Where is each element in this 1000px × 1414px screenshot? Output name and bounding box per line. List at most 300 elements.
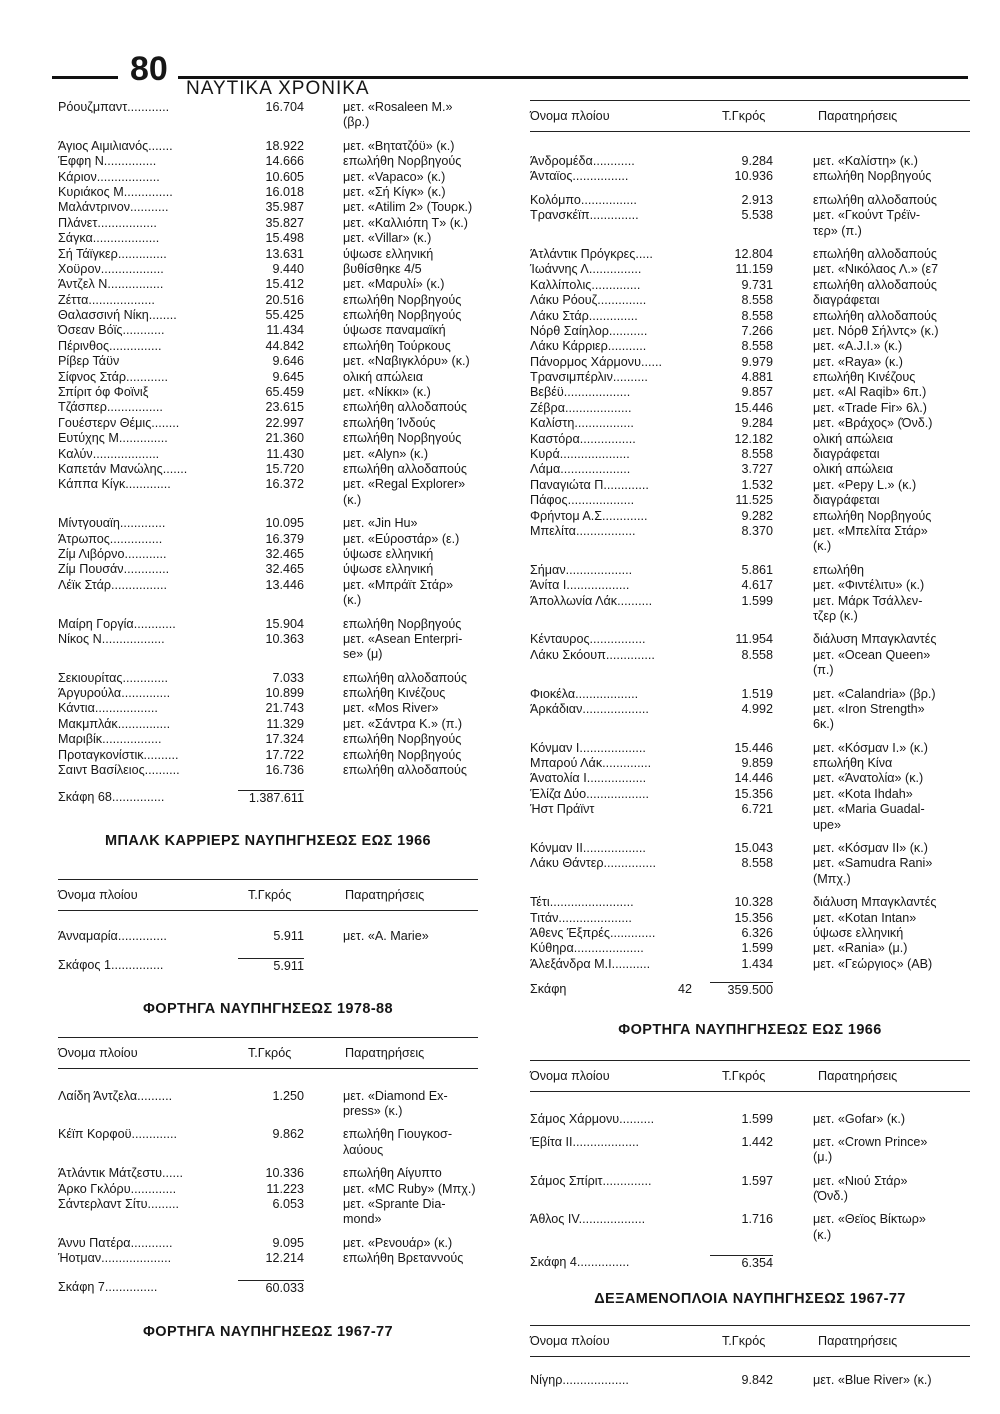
table-row: [530, 741, 970, 756]
ship-name: Τρανσκέϊπ..............: [530, 208, 639, 223]
remark: τζερ (κ.): [813, 608, 858, 623]
table-row: [530, 355, 970, 370]
remark: (Μπχ.): [813, 871, 851, 886]
ship-name: Λάκυ Στάρ..............: [530, 308, 638, 323]
gross-tonnage: 1.532: [741, 477, 773, 492]
gross-tonnage: 35.987: [265, 200, 304, 215]
remark: μετ. «Ocean Queen»: [813, 647, 931, 662]
left-ship-list: [58, 100, 478, 778]
table-row: [530, 432, 970, 447]
table-row-continuation: [530, 1150, 970, 1165]
table-row: [530, 1373, 970, 1388]
gross-tonnage: 1.599: [741, 593, 773, 608]
remark: μετ. «Μπελίτα Στάρ»: [813, 523, 928, 538]
remark: επωλήθη Τούρκους: [343, 338, 451, 353]
remark: μετ. «Jin Hu»: [343, 516, 418, 531]
gross-tonnage: 11.430: [266, 446, 304, 461]
gross-tonnage: 9.979: [741, 354, 773, 369]
ship-name: Σάγκα...................: [58, 231, 160, 246]
ship-name: Άνατολία Ι.................: [530, 771, 647, 786]
ship-name: Σεκιουρίτας.............: [58, 670, 168, 685]
table-row: [58, 354, 478, 369]
ship-name: Άτρωπος...............: [58, 531, 163, 546]
table-row: [58, 1089, 478, 1104]
ship-name: Ήοτμαν....................: [58, 1251, 172, 1266]
gross-tonnage: 11.434: [266, 323, 304, 338]
col-header-remarks: Παρατηρήσεις: [818, 1068, 898, 1083]
remark: ολική απώλεια: [343, 369, 424, 384]
remark: μετ. «Samudra Rani»: [813, 856, 933, 871]
gross-tonnage: 8.558: [741, 339, 773, 354]
ship-name: Πλάνετ.................: [58, 215, 157, 230]
gross-tonnage: 8.558: [741, 647, 773, 662]
gross-tonnage: 32.465: [265, 546, 304, 561]
publication-title: ΝΑΥΤΙΚΑ ΧΡΟΝΙΚΑ: [186, 78, 370, 99]
remark: επωλήθη Νορβηγούς: [343, 616, 462, 631]
table-row: [58, 686, 478, 701]
gross-tonnage: 8.558: [741, 293, 773, 308]
gross-tonnage: 9.646: [272, 354, 304, 369]
remark: μετ. «Νίκκι» (κ.): [343, 385, 431, 400]
col-header-tonnage: Τ.Γκρός: [722, 1333, 766, 1348]
gross-tonnage: 16.372: [265, 477, 304, 492]
gross-tonnage: 1.519: [741, 686, 773, 701]
gross-tonnage: 21.360: [265, 431, 304, 446]
table-header: [530, 1325, 970, 1357]
table-row: [58, 701, 478, 716]
left-column: [58, 100, 478, 1340]
cargo-to-1966-list: [530, 1112, 970, 1244]
remark: μετ. «Θεϊος Βίκτωρ»: [813, 1212, 926, 1227]
remark: μετ. «Νικόλαος Λ.» (ε7: [813, 262, 939, 277]
ship-name: Όσεαν Βόϊς............: [58, 323, 165, 338]
col-header-remarks: Παρατηρήσεις: [345, 887, 425, 902]
remark: μετ. «Γκούντ Τρέϊν-: [813, 208, 921, 223]
cargo-1978-88-total: [58, 1280, 478, 1295]
ship-name: Κυριάκος Μ..............: [58, 184, 173, 199]
ship-name: Άτλάντικ Μάτζεστυ......: [58, 1166, 183, 1181]
table-row: [530, 771, 970, 786]
table-row: [58, 447, 478, 462]
table-row: [530, 578, 970, 593]
table-row: [58, 431, 478, 446]
gross-tonnage: 6.053: [272, 1196, 304, 1211]
table-row-continuation: [530, 1189, 970, 1204]
table-row: [530, 802, 970, 817]
table-row: [58, 671, 478, 686]
ship-name: Σάντερλαντ Σίτυ.........: [58, 1196, 179, 1211]
remark: μετ. «Μαρυλί» (κ.): [343, 277, 445, 292]
ship-name: Καστόρα................: [530, 431, 636, 446]
remark: μετ. «Regal Explorer»: [343, 477, 466, 492]
ship-name: Πέρινθος...............: [58, 338, 162, 353]
gross-tonnage: 65.459: [265, 385, 304, 400]
gross-tonnage: 7.266: [741, 323, 773, 338]
table-row: [530, 339, 970, 354]
table-header: [530, 100, 970, 132]
table-row-continuation: [58, 647, 478, 662]
col-header-remarks: Παρατηρήσεις: [345, 1045, 425, 1060]
gross-tonnage: 10.095: [265, 516, 304, 531]
gross-tonnage: 10.936: [734, 169, 773, 184]
ship-name: Άνδρομέδα............: [530, 154, 635, 168]
remark: μετ. «Ναβιγκλόρυ» (κ.): [343, 354, 470, 369]
remark: επωλήθη αλλοδαπούς: [343, 763, 467, 778]
col-header-tonnage: Τ.Γκρός: [722, 109, 766, 123]
total-label: Σκάφος 1...............: [58, 958, 164, 973]
table-row: [58, 100, 478, 115]
gross-tonnage: 4.881: [741, 370, 773, 385]
ship-name: Παναγιώτα Π.............: [530, 477, 649, 492]
ship-name: Άγιος Αιμιλιανός.......: [58, 138, 173, 153]
gross-tonnage: 11.525: [735, 493, 773, 508]
gross-tonnage: 15.412: [265, 277, 304, 292]
remark: (μ.): [813, 1150, 833, 1165]
table-row: [530, 262, 970, 277]
gross-tonnage: 23.615: [265, 400, 304, 415]
gross-tonnage: 2.913: [741, 192, 773, 207]
ship-name: Λάκυ Κάρριερ...........: [530, 339, 647, 354]
table-row: [530, 385, 970, 400]
table-row: [530, 702, 970, 717]
table-row-continuation: [58, 493, 478, 508]
table-row-continuation: [530, 1228, 970, 1243]
gross-tonnage: 9.842: [741, 1372, 773, 1387]
remark: μετ. «Νιού Στάρ»: [813, 1173, 908, 1188]
ship-name: Άτλάντικ Πρόγκρες.....: [530, 246, 653, 261]
table-row-continuation: [58, 1212, 478, 1227]
gross-tonnage: 8.370: [741, 523, 773, 538]
table-row: [530, 370, 970, 385]
table-row: [58, 547, 478, 562]
remark: press» (κ.): [343, 1103, 403, 1118]
gross-tonnage: 13.631: [265, 246, 304, 261]
table-row: [58, 532, 478, 547]
gross-tonnage: 4.617: [741, 578, 773, 593]
remark: επωλήθη: [813, 562, 865, 577]
remark: μετ. «Καλίστη» (κ.): [813, 154, 918, 168]
remark: (κ.): [343, 593, 362, 608]
remark: επωλήθη Νορβηγούς: [343, 292, 462, 307]
gross-tonnage: 9.862: [272, 1127, 304, 1142]
ship-name: Σάμος Χάρμονυ..........: [530, 1111, 655, 1126]
remark: (π.): [813, 663, 834, 678]
ship-name: Σαιντ Βασίλειος..........: [58, 763, 180, 778]
gross-tonnage: 18.922: [265, 138, 304, 153]
bulk-total: [58, 958, 478, 973]
gross-tonnage: 9.282: [741, 508, 773, 523]
ship-name: Καλλίπολις..............: [530, 277, 641, 292]
remark: ύψωσε ελληνική: [813, 925, 904, 940]
total-tonnage: 60.033: [238, 1280, 304, 1296]
ship-name: Καπετάν Μανώλης.......: [58, 461, 188, 476]
gross-tonnage: 10.336: [265, 1166, 304, 1181]
table-row: [530, 957, 970, 972]
ship-name: Κέϊπ Κορφοϋ.............: [58, 1127, 177, 1142]
ship-name: Τέτι........................: [530, 895, 634, 910]
remark: επωλήθη αλλοδαπούς: [343, 461, 467, 476]
table-row: [58, 732, 478, 747]
ship-name: Νόρθ Σαίηλορ...........: [530, 323, 648, 338]
remark: μετ. «Σάντρα Κ.» (π.): [343, 716, 463, 731]
table-row-continuation: [58, 1104, 478, 1119]
gross-tonnage: 1.442: [741, 1134, 773, 1149]
col-header-tonnage: Τ.Γκρός: [248, 887, 292, 902]
ship-name: Άργυρούλα..............: [58, 686, 171, 701]
total-tonnage: 1.387.611: [238, 790, 304, 806]
gross-tonnage: 9.284: [741, 416, 773, 431]
table-row: [530, 462, 970, 477]
remark: βυθίσθηκε 4/5: [343, 261, 422, 276]
ship-name: Άλεξάνδρα Μ.Ι...........: [530, 956, 651, 971]
table-row-continuation: [530, 663, 970, 678]
ship-name: Άθενς Έξπρές.............: [530, 925, 656, 940]
gross-tonnage: 15.446: [734, 740, 773, 755]
remark: ύψωσε ελληνική: [343, 562, 434, 577]
ship-name: Μακμπλάκ...............: [58, 716, 171, 731]
ship-name: Κόνμαν Ι...................: [530, 740, 646, 755]
gross-tonnage: 1.716: [741, 1212, 773, 1227]
gross-tonnage: 14.666: [265, 154, 304, 169]
total-label: Σκάφη: [530, 982, 567, 997]
table-row: [530, 856, 970, 871]
ship-name: Πάφος...................: [530, 493, 635, 508]
ship-name: Ζέττα...................: [58, 292, 155, 307]
gross-tonnage: 14.446: [734, 771, 773, 786]
remark: μετ. Νόρθ Σήλντς» (κ.): [813, 323, 939, 338]
total-label: Σκάφη 68...............: [58, 790, 165, 805]
ship-name: Θαλασσινή Νίκη........: [58, 308, 177, 323]
ship-name: Ρόουζμπαντ............: [58, 100, 170, 114]
gross-tonnage: 11.954: [735, 632, 773, 647]
remark: ολική απώλεια: [813, 431, 894, 446]
table-row: [58, 185, 478, 200]
ship-name: Ίωάννης Λ...............: [530, 262, 642, 277]
table-row: [530, 787, 970, 802]
remark: μετ. «Κόσμαν Ι.» (κ.): [813, 740, 928, 755]
ship-name: Βεβέϋ...................: [530, 385, 631, 400]
table-row-continuation: [58, 115, 478, 130]
remark: επωλήθη αλλοδαπούς: [813, 192, 937, 207]
table-row: [58, 748, 478, 763]
total-count: 42: [678, 982, 693, 997]
table-row: [58, 763, 478, 778]
ship-name: Ήστ Πράϊντ: [530, 802, 595, 817]
gross-tonnage: 9.284: [741, 154, 773, 168]
ship-name: Άνναμαρία..............: [58, 928, 167, 943]
total-tonnage: 359.500: [710, 982, 773, 998]
table-header: [530, 1060, 970, 1092]
remark: μετ. «Γεώργιος» (ΑΒ): [813, 956, 933, 971]
remark: μετ. «MC Ruby» (Μπχ.): [343, 1181, 476, 1196]
ship-name: Φιοκέλα..................: [530, 686, 639, 701]
gross-tonnage: 12.182: [734, 431, 773, 446]
gross-tonnage: 1.250: [272, 1088, 304, 1103]
remark: επωλήθη Ίνδούς: [343, 415, 436, 430]
remark: μετ. «Atilim 2» (Τουρκ.): [343, 200, 473, 215]
table-row: [530, 841, 970, 856]
gross-tonnage: 21.743: [265, 701, 304, 716]
ship-name: Προταγκονίστικ..........: [58, 747, 179, 762]
table-row: [530, 756, 970, 771]
section-title-cargo-1967-77: ΦΟΡΤΗΓΑ ΝΑΥΠΗΓΗΣΕΩΣ 1967-77: [143, 1323, 393, 1340]
remark: επωλήθη αλλοδαπούς: [813, 246, 937, 261]
ship-name: Χοϋρον..................: [58, 261, 164, 276]
remark: μετ. «Blue River» (κ.): [813, 1372, 932, 1387]
remark: μετ. «Βητατζόϋ» (κ.): [343, 138, 455, 153]
gross-tonnage: 3.727: [741, 462, 773, 477]
remark: επωλήθη Γιουγκοσ-: [343, 1127, 453, 1142]
gross-tonnage: 16.379: [265, 531, 304, 546]
table-row: [530, 278, 970, 293]
gross-tonnage: 15.720: [265, 461, 304, 476]
col-header-remarks: Παρατηρήσεις: [818, 1333, 898, 1348]
remark: (κ.): [813, 1227, 832, 1242]
gross-tonnage: 8.558: [741, 856, 773, 871]
table-row: [58, 632, 478, 647]
table-row-continuation: [58, 1143, 478, 1158]
gross-tonnage: 5.911: [273, 928, 304, 943]
tankers-list: [530, 1373, 970, 1388]
table-row-continuation: [530, 818, 970, 833]
remark: μετ. «Calandria» (βρ.): [813, 686, 936, 701]
ship-name: Τρανσιμπέρλιν..........: [530, 370, 648, 385]
remark: μετ. «Crown Prince»: [813, 1134, 928, 1149]
table-row: [530, 594, 970, 609]
table-row: [58, 200, 478, 215]
ship-name: Λάκυ Θάντερ...............: [530, 856, 656, 871]
ship-name: Κύθηρα....................: [530, 941, 644, 956]
table-row: [530, 911, 970, 926]
remark: μετ. «Mos River»: [343, 701, 439, 716]
remark: μετ. Μάρκ Τσάλλεν-: [813, 593, 923, 608]
remark: μετ. «Rania» (μ.): [813, 941, 908, 956]
remark: μετ. «A.J.I.» (κ.): [813, 339, 903, 354]
ship-name: Σή Τάϊγκερ..............: [58, 246, 167, 261]
section-title-cargo-to-1966: ΦΟΡΤΗΓΑ ΝΑΥΠΗΓΗΣΕΩΣ ΕΩΣ 1966: [618, 1021, 882, 1038]
ship-name: Γουέστερν Θέμις........: [58, 415, 180, 430]
table-row: [58, 277, 478, 292]
table-row: [58, 339, 478, 354]
gross-tonnage: 10.363: [265, 631, 304, 646]
ship-name: Σίφνος Στάρ............: [58, 369, 169, 384]
remark: επωλήθη Νορβηγούς: [813, 169, 932, 184]
table-row: [58, 1182, 478, 1197]
table-row: [58, 139, 478, 154]
table-row: [58, 617, 478, 632]
remark: μετ. «Κόσμαν ΙΙ» (κ.): [813, 841, 928, 856]
remark: ύψωσε παναμαϊκή: [343, 323, 446, 338]
gross-tonnage: 44.842: [265, 338, 304, 353]
ship-name: Τζάσπερ................: [58, 400, 163, 415]
gross-tonnage: 10.328: [734, 895, 773, 910]
gross-tonnage: 16.736: [265, 763, 304, 778]
table-row: [58, 323, 478, 338]
gross-tonnage: 17.324: [265, 732, 304, 747]
ship-name: Ρίβερ Τάϋν: [58, 354, 120, 369]
cargo-to-1966-total: [530, 1255, 970, 1270]
remark: λαύους: [343, 1142, 384, 1157]
gross-tonnage: 9.095: [272, 1235, 304, 1250]
table-row: [58, 231, 478, 246]
table-row: [58, 400, 478, 415]
ship-name: Ζίμ Πουσάν.............: [58, 562, 170, 577]
remark: μετ. «Ρενουάρ» (κ.): [343, 1235, 453, 1250]
remark: επωλήθη Κινέζους: [343, 686, 446, 701]
table-row: [58, 170, 478, 185]
gross-tonnage: 5.861: [741, 562, 773, 577]
ship-name: Έβίτα ΙΙ...................: [530, 1134, 639, 1149]
remark: (κ.): [343, 492, 362, 507]
gross-tonnage: 8.558: [741, 447, 773, 462]
remark: μετ. «Καλλιόπη Τ» (κ.): [343, 215, 468, 230]
table-row: [530, 1135, 970, 1150]
table-row: [530, 447, 970, 462]
ship-name: Κυρά....................: [530, 447, 630, 462]
ship-name: Έλίζα Δύο..................: [530, 786, 650, 801]
bulk-carrier-list: [58, 929, 478, 944]
ship-name: Λάκυ Ρόουζ..............: [530, 293, 647, 308]
ship-name: Άνταϊος................: [530, 169, 629, 184]
gross-tonnage: 10.899: [265, 686, 304, 701]
table-row: [530, 632, 970, 647]
gross-tonnage: 35.827: [265, 215, 304, 230]
gross-tonnage: 20.516: [265, 292, 304, 307]
table-row: [58, 216, 478, 231]
ship-name: Άντζελ Ν................: [58, 277, 164, 292]
ship-name: Άνίτα Ι..................: [530, 578, 630, 593]
remark: mond»: [343, 1212, 382, 1227]
gross-tonnage: 6.721: [741, 802, 773, 817]
remark: επωλήθη Νορβηγούς: [343, 154, 462, 169]
gross-tonnage: 11.329: [266, 716, 304, 731]
col-header-tonnage: Τ.Γκρός: [248, 1045, 292, 1060]
table-row-continuation: [530, 609, 970, 624]
remark: τερ» (π.): [813, 223, 862, 238]
remark: μετ. «Villar» (κ.): [343, 231, 432, 246]
table-row-continuation: [530, 717, 970, 732]
ship-name: Κολόμπο................: [530, 192, 637, 207]
remark: se» (μ): [343, 647, 383, 662]
col-header-tonnage: Τ.Γκρός: [722, 1068, 766, 1083]
table-row-continuation: [530, 224, 970, 239]
gross-tonnage: 15.356: [734, 910, 773, 925]
gross-tonnage: 1.597: [741, 1173, 773, 1188]
gross-tonnage: 17.722: [265, 747, 304, 762]
remark: μετ. «Kotan Intan»: [813, 910, 917, 925]
table-row-continuation: [530, 539, 970, 554]
right-column: [530, 100, 970, 1388]
table-row: [58, 262, 478, 277]
remark: επωλήθη Κίνα: [813, 756, 893, 771]
table-row: [58, 1197, 478, 1212]
remark: μετ. «Iron Strength»: [813, 701, 925, 716]
section-title-tankers-1967-77: ΔΕΞΑΜΕΝΟΠΛΟΙΑ ΝΑΥΠΗΓΗΣΕΩΣ 1967-77: [594, 1290, 906, 1307]
remark: διαγράφεται: [813, 493, 880, 508]
remark: μετ. «Σή Κίγκ» (κ.): [343, 184, 446, 199]
remark: επωλήθη Νορβηγούς: [343, 431, 462, 446]
gross-tonnage: 5.538: [741, 208, 773, 223]
col-header-name: Όνομα πλοίου: [58, 887, 138, 902]
gross-tonnage: 15.356: [734, 786, 773, 801]
gross-tonnage: 9.731: [741, 277, 773, 292]
gross-tonnage: 22.997: [265, 415, 304, 430]
gross-tonnage: 9.857: [741, 385, 773, 400]
table-row: [58, 154, 478, 169]
ship-name: Μαίρη Γοργία............: [58, 616, 176, 631]
remark: επωλήθη Κινέζους: [813, 370, 916, 385]
gross-tonnage: 55.425: [265, 308, 304, 323]
